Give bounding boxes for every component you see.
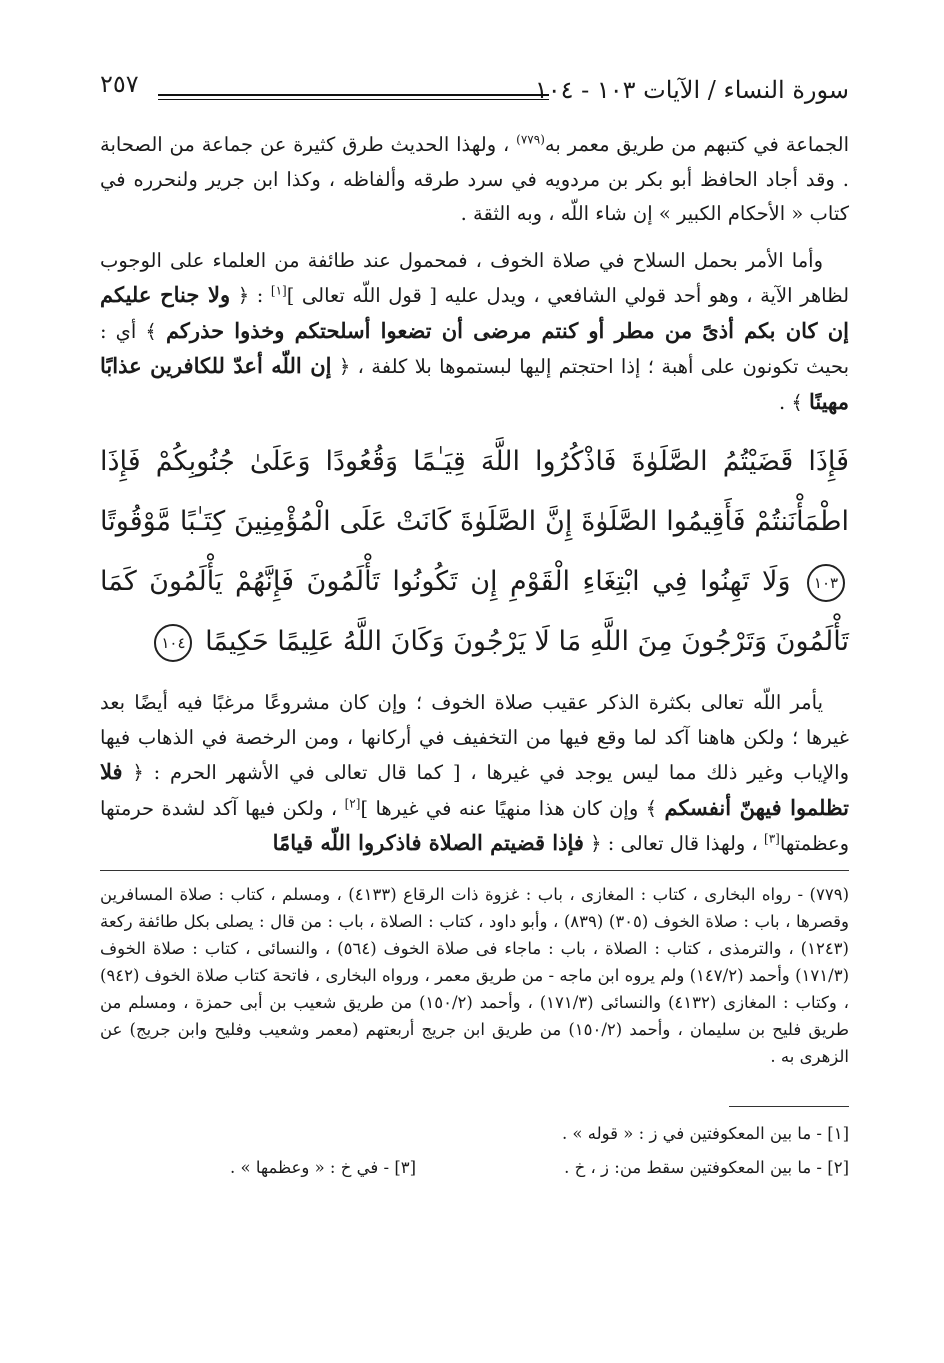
quran-quote: ولا جناح عليكم إن كان بكم أذىً من مطر أو كنتم مرضى أن تضعوا أسلحتكم وخذوا حذركم bbox=[100, 282, 849, 343]
footnote-ref: [٢] bbox=[344, 796, 361, 810]
paragraph-1 bbox=[100, 128, 849, 232]
main-text bbox=[100, 128, 849, 874]
quran-verse-block bbox=[100, 432, 849, 672]
editor-notes bbox=[100, 1117, 849, 1185]
running-title: سورة النساء / الآيات ١٠٣ - ١٠٤ bbox=[534, 76, 849, 104]
quran-quote: فإذا قضيتم الصلاة فاذكروا اللّه قيامًا bbox=[272, 830, 584, 855]
page-header bbox=[100, 70, 849, 114]
paragraph-text: ﴾ أي : بحيث تكونون على أهبة ؛ إذا احتجتم إليها لبستموها بلا كلفة ، ﴿ bbox=[100, 319, 849, 378]
note-2: [٢] - ما بين المعكوفتين سقط من: ز ، خ . bbox=[564, 1158, 849, 1177]
note-row-1 bbox=[100, 1117, 849, 1151]
note-row-2 bbox=[100, 1151, 849, 1185]
footnote-main bbox=[100, 870, 849, 1070]
ayah-number-103: ١٠٣ bbox=[807, 564, 845, 602]
paragraph-text: ، ولهذا الحديث طرق كثيرة عن جماعة من الصحابة . وقد أجاد الحافظ أبو بكر بن مردويه في سرد طرقه وألفاظه ، وكذا ابن جرير ولنحرره في كتاب « الأحكام الكبير » إن شاء اللّه ، وبه الثقة . bbox=[100, 133, 849, 225]
note-3: [٣] - في خ : « وعظمها » . bbox=[230, 1158, 417, 1177]
paragraph-text: : ﴿ bbox=[237, 284, 264, 307]
paragraph-2 bbox=[100, 244, 849, 421]
paragraph-text: ﴾ . bbox=[778, 390, 803, 414]
paragraph-3 bbox=[100, 686, 849, 862]
verse-104-text: وَلَا تَهِنُوا فِي ابْتِغَاءِ الْقَوْمِ إِن تَكُونُوا تَأْلَمُونَ فَإِنَّهُمْ يَأْلَمُونَ كَمَا تَأْلَمُونَ وَتَرْجُونَ مِنَ اللَّهِ مَا لَا يَرْجُونَ وَكَانَ اللَّهُ عَلِيمًا حَكِيمًا bbox=[100, 566, 849, 657]
paragraph-text: الجماعة في كتبهم من طريق معمر به bbox=[544, 133, 850, 156]
footnote-ref: [١] bbox=[270, 283, 287, 298]
paragraph-text: ﴾ وإن كان هذا منهيًا عنه في غيرها ] bbox=[360, 796, 658, 820]
footnote-text: (٧٧٩) - رواه البخارى ، كتاب : المغازى ، باب : غزوة ذات الرقاع (٤١٣٣) ، ومسلم ، كتاب : صلاة المسافرين وقصرها ، باب : صلاة الخوف (٣٠٥) (٨٣٩) ، وأبو داود ، كتاب : الصلاة ، باب : من قال : يصلى بكل طائفة ركعة (١٢٤٣) ، والترمذى ، كتاب : الصلاة ، باب : ماجاء فى صلاة الخوف (٥٦٤) ، والنسائى ، كتاب : صلاة الخوف (١٧١/٣) وأحمد (١٤٧/٢) ولم يروه ابن ماجه - من طريق معمر ، ورواه البخارى ، فاتحة كتاب صلاة الخوف (٩٤٢) ، وكتاب : المغازى (٤١٣٢) والنسائى (١٧١/٣) ، وأحمد (١٥٠/٢) من طريق شعيب بن أبى حمزة ، ومسلم من طريق فليح بن سليمان ، وأحمد (١٥٠/٢) من طريق ابن جريج أربعتهم (معمر وشعيب وفليح وابن جريج) عن الزهرى به . bbox=[100, 885, 850, 1066]
quran-quote: إن اللّه أعدّ للكافرين عذابًا مهينًا bbox=[100, 353, 849, 414]
footnote-ref: (٧٧٩) bbox=[516, 132, 545, 147]
footnote-ref: [٣] bbox=[764, 831, 780, 846]
quran-quote: فلا تظلموا فيهنّ أنفسكم bbox=[100, 759, 850, 820]
verse-103-text: فَإِذَا قَضَيْتُمُ الصَّلَوٰةَ فَاذْكُرُوا اللَّهَ قِيَـٰمًا وَقُعُودًا وَعَلَىٰ جُنُوبِكُمْ فَإِذَا اطْمَأْنَنتُمْ فَأَقِيمُوا الصَّلَوٰةَ إِنَّ الصَّلَوٰةَ كَانَتْ عَلَى الْمُؤْمِنِينَ كِتَـٰبًا مَّوْقُوتًا bbox=[100, 446, 849, 537]
paragraph-text: ، ولكن فيها آكد لشدة حرمتها وعظمتها bbox=[100, 796, 849, 855]
page-number: ٢٥٧ bbox=[100, 70, 139, 98]
header-rule bbox=[158, 94, 549, 100]
paragraph-text: ، ولهذا قال تعالى : ﴿ bbox=[590, 832, 758, 855]
paragraph-text: وأما الأمر بحمل السلاح في صلاة الخوف ، فمحمول عند طائفة من العلماء على الوجوب لظاهر الآية ، وهو أحد قولي الشافعي ، ويدل عليه [ قول اللّه تعالى ] bbox=[100, 248, 850, 307]
paragraph-text: يأمر اللّه تعالى بكثرة الذكر عقيب صلاة الخوف ؛ وإن كان مشروعًا مرغبًا فيه أيضًا بعد غيرها ؛ ولكن هاهنا آكد لما وقع فيها من التخفيف في أركانها ، ومن الرخصة في الذهاب فيها والإياب وغير ذلك مما ليس يوجد في غيرها ، [ كما قال تعالى في الأشهر الحرم : ﴿ bbox=[100, 691, 849, 784]
note-1: [١] - ما بين المعكوفتين في ز : « قوله » . bbox=[561, 1124, 849, 1143]
notes-separator bbox=[729, 1106, 849, 1107]
ayah-number-104: ١٠٤ bbox=[154, 624, 192, 662]
